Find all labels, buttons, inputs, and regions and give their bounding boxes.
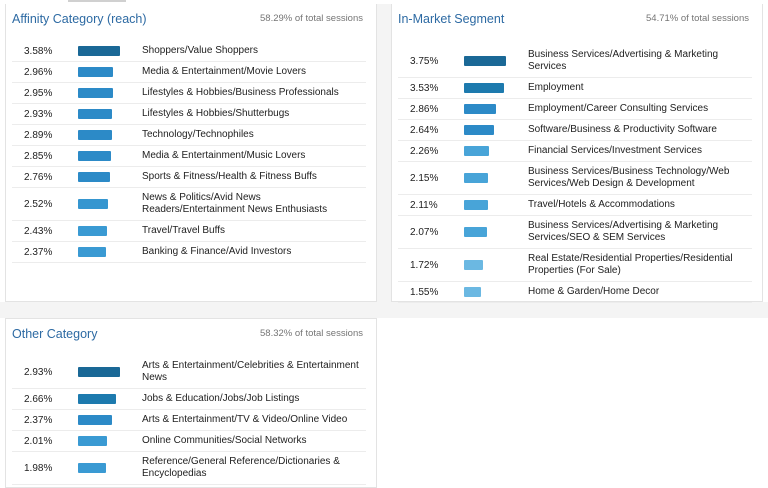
- row-bar: [464, 56, 506, 66]
- row-bar-cell: [78, 67, 142, 77]
- row-percent: 2.37%: [24, 414, 53, 426]
- row-bar-cell: [464, 173, 528, 183]
- row-label[interactable]: News & Politics/Avid News Readers/Entertainment News Enthusiasts: [142, 192, 328, 215]
- row-bar: [464, 104, 496, 114]
- affinity-rows: [12, 41, 366, 263]
- row-bar: [78, 463, 106, 473]
- other-rows: [12, 356, 366, 485]
- top-tab-fragment: [68, 0, 126, 2]
- table-row: [398, 78, 752, 99]
- row-percent: 2.95%: [24, 87, 53, 99]
- table-row: [398, 99, 752, 120]
- row-percent: 2.96%: [24, 66, 53, 78]
- card-subtitle: 58.32% of total sessions: [260, 328, 363, 339]
- row-bar-cell: [464, 227, 528, 237]
- row-label[interactable]: Arts & Entertainment/TV & Video/Online Video: [142, 414, 348, 425]
- row-label[interactable]: Business Services/Advertising & Marketing Services: [528, 49, 719, 72]
- row-label[interactable]: Business Services/Advertising & Marketing Services/SEO & SEM Services: [528, 220, 719, 243]
- row-percent: 2.37%: [24, 246, 53, 258]
- row-label[interactable]: Technology/Technophiles: [142, 129, 254, 140]
- row-percent: 2.01%: [24, 435, 53, 447]
- row-label[interactable]: Media & Entertainment/Movie Lovers: [142, 66, 306, 77]
- row-bar: [464, 173, 488, 183]
- row-label[interactable]: Financial Services/Investment Services: [528, 145, 702, 156]
- row-percent: 3.53%: [410, 82, 439, 94]
- row-bar-cell: [78, 463, 142, 473]
- row-bar: [464, 200, 488, 210]
- row-bar: [78, 46, 120, 56]
- in-market-segment-card: [391, 4, 763, 302]
- row-percent: 2.15%: [410, 172, 439, 184]
- row-label[interactable]: Real Estate/Residential Properties/Residential Properties (For Sale): [528, 253, 733, 276]
- row-bar-cell: [78, 436, 142, 446]
- table-row: [12, 167, 366, 188]
- table-row: [12, 242, 366, 263]
- table-row: [12, 125, 366, 146]
- row-percent: 2.52%: [24, 198, 53, 210]
- table-row: [398, 249, 752, 282]
- row-bar-cell: [78, 226, 142, 236]
- table-row: [12, 146, 366, 167]
- column-gutter: [377, 4, 391, 302]
- row-bar-cell: [78, 415, 142, 425]
- table-row: [12, 356, 366, 389]
- card-title[interactable]: Other Category: [12, 327, 98, 341]
- row-label[interactable]: Software/Business & Productivity Software: [528, 124, 717, 135]
- table-row: [398, 45, 752, 78]
- row-percent: 3.75%: [410, 55, 439, 67]
- row-bar-cell: [464, 146, 528, 156]
- row-label[interactable]: Lifestyles & Hobbies/Business Professionals: [142, 87, 339, 98]
- row-label[interactable]: Business Services/Business Technology/Web Services/Web Design & Development: [528, 166, 730, 189]
- row-bar: [464, 227, 487, 237]
- other-category-card: [5, 318, 377, 488]
- table-row: [398, 195, 752, 216]
- row-bar: [464, 125, 494, 135]
- row-bar-cell: [78, 151, 142, 161]
- row-bar-cell: [464, 104, 528, 114]
- card-subtitle: 54.71% of total sessions: [646, 13, 749, 24]
- row-bar: [464, 287, 481, 297]
- card-title[interactable]: Affinity Category (reach): [12, 12, 147, 26]
- row-bar: [78, 151, 111, 161]
- table-row: [12, 104, 366, 125]
- row-bar-cell: [78, 46, 142, 56]
- row-percent: 2.66%: [24, 393, 53, 405]
- row-percent: 1.72%: [410, 259, 439, 271]
- row-gutter: [0, 302, 768, 318]
- table-row: [398, 120, 752, 141]
- in-market-rows: [398, 45, 752, 303]
- row-percent: 2.89%: [24, 129, 53, 141]
- row-label[interactable]: Arts & Entertainment/Celebrities & Entertainment News: [142, 360, 359, 383]
- row-percent: 2.76%: [24, 171, 53, 183]
- row-bar-cell: [464, 56, 528, 66]
- table-row: [12, 221, 366, 242]
- row-bar-cell: [78, 88, 142, 98]
- row-bar: [78, 199, 108, 209]
- row-bar-cell: [78, 172, 142, 182]
- row-bar-cell: [78, 199, 142, 209]
- row-label[interactable]: Home & Garden/Home Decor: [528, 286, 660, 297]
- row-label[interactable]: Employment/Career Consulting Services: [528, 103, 709, 114]
- row-bar: [78, 172, 110, 182]
- row-label[interactable]: Banking & Finance/Avid Investors: [142, 246, 292, 257]
- row-bar: [78, 367, 120, 377]
- row-bar-cell: [464, 200, 528, 210]
- row-bar: [78, 88, 113, 98]
- row-percent: 1.98%: [24, 462, 53, 474]
- row-percent: 2.85%: [24, 150, 53, 162]
- row-bar: [78, 130, 112, 140]
- row-bar: [78, 226, 107, 236]
- row-percent: 2.43%: [24, 225, 53, 237]
- row-bar-cell: [78, 394, 142, 404]
- card-title[interactable]: In-Market Segment: [398, 12, 505, 26]
- row-percent: 2.26%: [410, 145, 439, 157]
- row-bar: [78, 394, 116, 404]
- table-row: [12, 389, 366, 410]
- table-row: [12, 41, 366, 62]
- row-label[interactable]: Employment: [528, 82, 584, 93]
- table-row: [398, 162, 752, 195]
- table-row: [12, 431, 366, 452]
- row-percent: 2.11%: [410, 199, 438, 211]
- row-percent: 2.93%: [24, 108, 53, 120]
- row-bar: [464, 146, 489, 156]
- row-bar-cell: [464, 287, 528, 297]
- row-label[interactable]: Travel/Hotels & Accommodations: [528, 199, 675, 210]
- row-bar: [78, 109, 112, 119]
- table-row: [398, 141, 752, 162]
- row-percent: 2.07%: [410, 226, 439, 238]
- row-bar: [464, 83, 504, 93]
- row-bar: [78, 436, 107, 446]
- table-row: [12, 83, 366, 104]
- row-percent: 2.86%: [410, 103, 439, 115]
- affinity-category-card: [5, 4, 377, 302]
- row-bar: [464, 260, 483, 270]
- table-row: [398, 216, 752, 249]
- row-bar-cell: [78, 109, 142, 119]
- row-label[interactable]: Sports & Fitness/Health & Fitness Buffs: [142, 171, 317, 182]
- row-label[interactable]: Online Communities/Social Networks: [142, 435, 307, 446]
- row-percent: 3.58%: [24, 45, 53, 57]
- table-row: [12, 188, 366, 221]
- row-percent: 1.55%: [410, 286, 439, 298]
- row-bar-cell: [464, 125, 528, 135]
- row-bar: [78, 67, 113, 77]
- row-bar: [78, 415, 112, 425]
- row-bar-cell: [464, 260, 528, 270]
- row-bar-cell: [78, 367, 142, 377]
- row-bar-cell: [78, 247, 142, 257]
- row-label[interactable]: Jobs & Education/Jobs/Job Listings: [142, 393, 300, 404]
- row-label[interactable]: Shoppers/Value Shoppers: [142, 45, 259, 56]
- table-row: [398, 282, 752, 303]
- row-percent: 2.93%: [24, 366, 53, 378]
- row-bar-cell: [464, 83, 528, 93]
- card-subtitle: 58.29% of total sessions: [260, 13, 363, 24]
- row-label[interactable]: Media & Entertainment/Music Lovers: [142, 150, 306, 161]
- row-bar-cell: [78, 130, 142, 140]
- table-row: [12, 410, 366, 431]
- table-row: [12, 452, 366, 485]
- row-label[interactable]: Reference/General Reference/Dictionaries & Encyclopedias: [142, 456, 340, 479]
- row-percent: 2.64%: [410, 124, 439, 136]
- row-bar: [78, 247, 106, 257]
- row-label[interactable]: Travel/Travel Buffs: [142, 225, 225, 236]
- row-label[interactable]: Lifestyles & Hobbies/Shutterbugs: [142, 108, 290, 119]
- table-row: [12, 62, 366, 83]
